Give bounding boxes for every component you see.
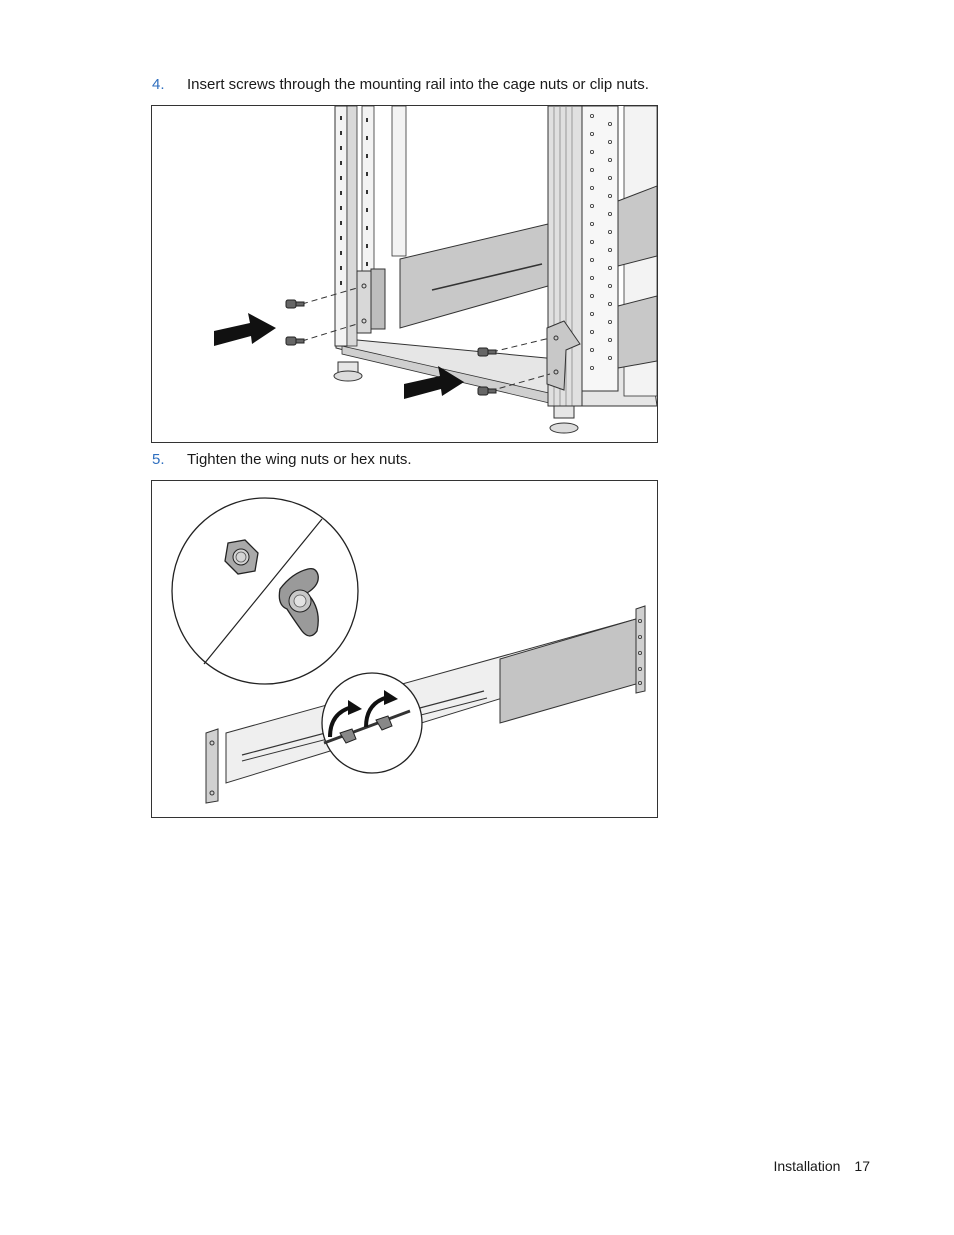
step-number: 5. (152, 451, 165, 468)
page-number: 17 (854, 1158, 870, 1174)
step-4 (152, 76, 649, 94)
rack-rail-illustration (151, 105, 658, 443)
step-text: Insert screws through the mounting rail into the cage nuts or clip nuts. (187, 76, 649, 93)
step-text: Tighten the wing nuts or hex nuts. (187, 451, 412, 468)
step-number: 4. (152, 76, 165, 93)
wing-nut-illustration (151, 480, 658, 818)
step-5 (152, 451, 412, 469)
footer-section: Installation (773, 1158, 841, 1174)
page-footer (773, 1158, 870, 1174)
